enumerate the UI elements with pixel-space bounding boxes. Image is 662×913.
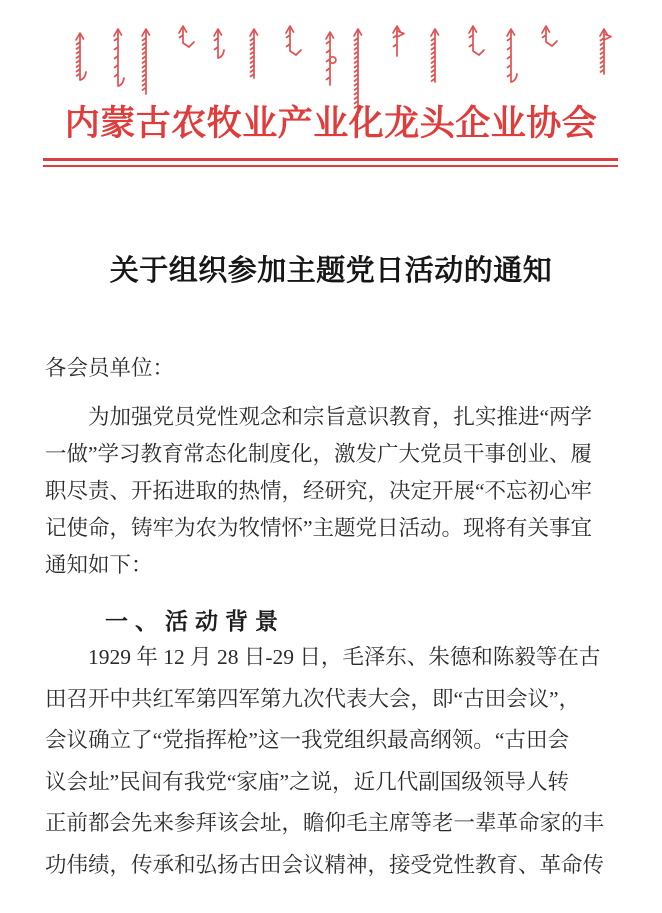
organization-name: 内蒙古农牧业产业化龙头企业协会: [64, 104, 598, 143]
text-line: 职尽责、开拓进取的热情，经研究，决定开展“不忘初心牢: [45, 479, 593, 503]
paragraph-background: [45, 637, 605, 886]
text-line: 田召开中共红军第四军第九次代表大会，即“古田会议”，: [45, 686, 581, 711]
mongolian-word-glyph: [286, 26, 301, 55]
section-heading-activity-background: 一、活动背景: [105, 608, 285, 634]
text-line: 通知如下：: [45, 553, 153, 577]
text-line: 功伟绩，传承和弘扬古田会议精神，接受党性教育、革命传: [45, 852, 605, 877]
mongolian-word-glyph: [214, 29, 224, 58]
text-line: 正前都会先来参拜该会址，瞻仰毛主席等老一辈革命家的丰: [45, 811, 605, 835]
letterhead-rule-thin: [43, 165, 618, 167]
mongolian-word-glyph: [469, 26, 484, 55]
mongolian-word-glyph: [507, 29, 517, 82]
text-line: 会议确立了“党指挥枪”这一我党组织最高纲领。“古田会: [45, 728, 569, 752]
mongolian-word-glyph: [179, 26, 194, 47]
mongolian-word-glyph: [76, 33, 86, 80]
mongolian-word-glyph: [326, 32, 336, 85]
letterhead-rule-thick: [43, 158, 618, 161]
mongolian-word-glyph: [431, 29, 439, 82]
text-line: 1929 年 12 月 28 日-29 日，毛泽东、朱德和陈毅等在古: [88, 645, 601, 669]
mongolian-word-glyph: [600, 29, 611, 74]
mongolian-word-glyph: [542, 26, 557, 46]
mongolian-word-glyph: [114, 29, 124, 86]
text-line: 记使命，铸牢为农为牧情怀”主题党日活动。现将有关事宜: [45, 516, 593, 540]
text-line: 一做”学习教育常态化制度化，激发广大党员干事创业、履: [45, 442, 593, 466]
salutation: 各会员单位：: [45, 356, 175, 380]
text-line: 为加强党员党性观念和宗旨意识教育，扎实推进“两学: [88, 405, 593, 429]
document-title: 关于组织参加主题党日活动的通知: [109, 255, 553, 287]
paragraph-intro: [45, 399, 593, 584]
mongolian-word-glyph: [250, 29, 258, 78]
text-line: 议会址”民间有我党“家庙”之说，近几代副国级领导人转: [45, 769, 569, 794]
mongolian-word-glyph: [142, 29, 150, 94]
mongolian-word-glyph: [393, 26, 404, 56]
